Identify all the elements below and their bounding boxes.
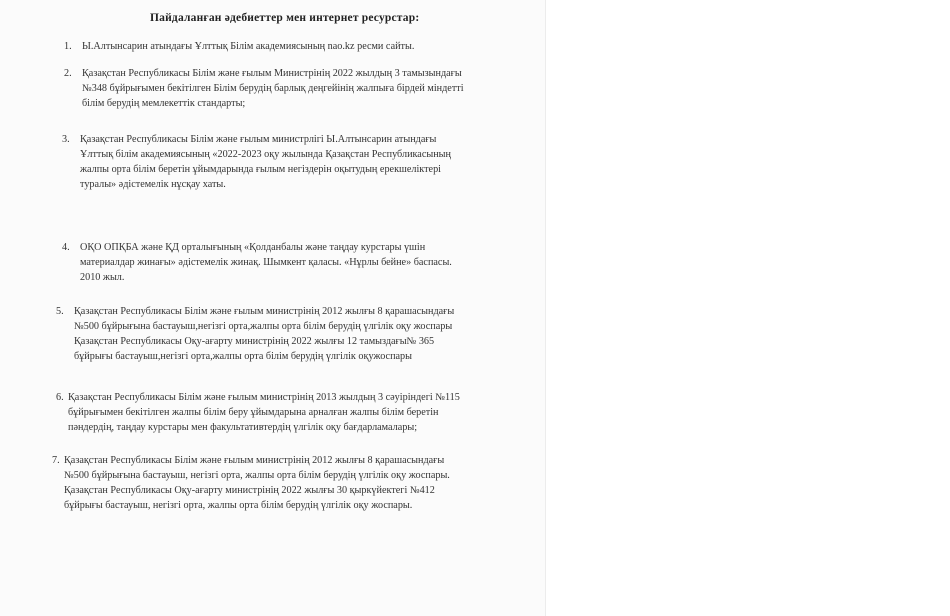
reference-line: бұйрығымен бекітілген жалпы білім беру ұйымдарына арналған жалпы білім беретін <box>68 407 439 418</box>
reference-line: Қазақстан Республикасы Оқу-ағарту министрінің 2022 жылғы 30 қыркүйектегі №412 <box>64 485 435 496</box>
reference-line: Қазақстан Республикасы Білім және ғылым министрінің 2012 жылғы 8 қарашасындағы <box>74 306 455 317</box>
reference-number: 6. <box>56 392 64 403</box>
reference-line: №500 бұйрығына бастауыш, негізгі орта, жалпы орта білім берудің үлгілік оқу жоспары. <box>64 470 450 481</box>
reference-number: 1. <box>64 41 72 52</box>
reference-line: №500 бұйрығына бастауыш,негізгі орта,жалпы орта білім берудің үлгілік оқу жоспары <box>74 321 453 332</box>
reference-item-4 <box>62 240 532 285</box>
reference-line: бұйрығы бастауыш,негізгі орта,жалпы орта білім берудің үлгілік оқужоспары <box>74 351 412 362</box>
reference-number: 7. <box>52 455 60 466</box>
reference-line: материалдар жинағы» әдістемелік жинақ. Шымкент қаласы. «Нұрлы бейне» баспасы. <box>80 257 452 268</box>
reference-line: ОҚО ОПҚБА және ҚД орталығының «Қолданбалы және таңдау курстары үшін <box>80 242 426 253</box>
reference-line: Қазақстан Республикасы Оқу-ағарту министрінің 2022 жылғы 12 тамыздағы№ 365 <box>74 336 435 347</box>
reference-line: Ы.Алтынсарин атындағы Ұлттық Білім академиясының nao.kz ресми сайты. <box>82 41 415 52</box>
reference-line: білім берудің мемлекеттік стандарты; <box>82 98 246 109</box>
reference-line: Қазақстан Республикасы Білім және ғылым министрінің 2012 жылғы 8 қарашасындағы <box>64 455 445 466</box>
reference-line: Қазақстан Республикасы Білім және ғылым Министрінің 2022 жылдың 3 тамызындағы <box>82 68 462 79</box>
reference-item-3 <box>62 132 532 192</box>
reference-line: пәндердің, таңдау курстары мен факультативтердің үлгілік оқу бағдарламалары; <box>68 422 418 433</box>
reference-number: 5. <box>56 306 64 317</box>
reference-item-5 <box>56 304 534 364</box>
reference-item-1 <box>64 39 524 54</box>
reference-item-6 <box>56 390 534 435</box>
reference-line: Қазақстан Республикасы Білім және ғылым министрлігі Ы.Алтынсарин атындағы <box>80 134 437 145</box>
reference-line: Қазақстан Республикасы Білім және ғылым министрінің 2013 жылдың 3 сәуіріндегі №115 <box>68 392 460 403</box>
reference-number: 3. <box>62 134 70 145</box>
reference-number: 4. <box>62 242 70 253</box>
reference-item-7 <box>52 453 532 513</box>
document-title: Пайдаланған әдебиеттер мен интернет ресурстар: <box>150 12 420 24</box>
reference-line: туралы» әдістемелік нұсқау хаты. <box>80 179 226 190</box>
reference-line: жалпы орта білім беретін ұйымдарында ғылым негіздерін оқытудың ерекшеліктері <box>80 164 442 175</box>
reference-item-2 <box>64 66 534 111</box>
reference-line: Ұлттық білім академиясының «2022-2023 оқу жылында Қазақстан Республикасының <box>80 149 451 160</box>
reference-number: 2. <box>64 68 72 79</box>
reference-line: 2010 жыл. <box>80 272 125 283</box>
reference-line: №348 бұйрығымен бекітілген Білім берудің барлық деңгейінің жалпыға бірдей міндетті <box>82 83 464 94</box>
reference-line: бұйрығы бастауыш, негізгі орта, жалпы орта білім берудің үлгілік оқу жоспары. <box>64 500 413 511</box>
